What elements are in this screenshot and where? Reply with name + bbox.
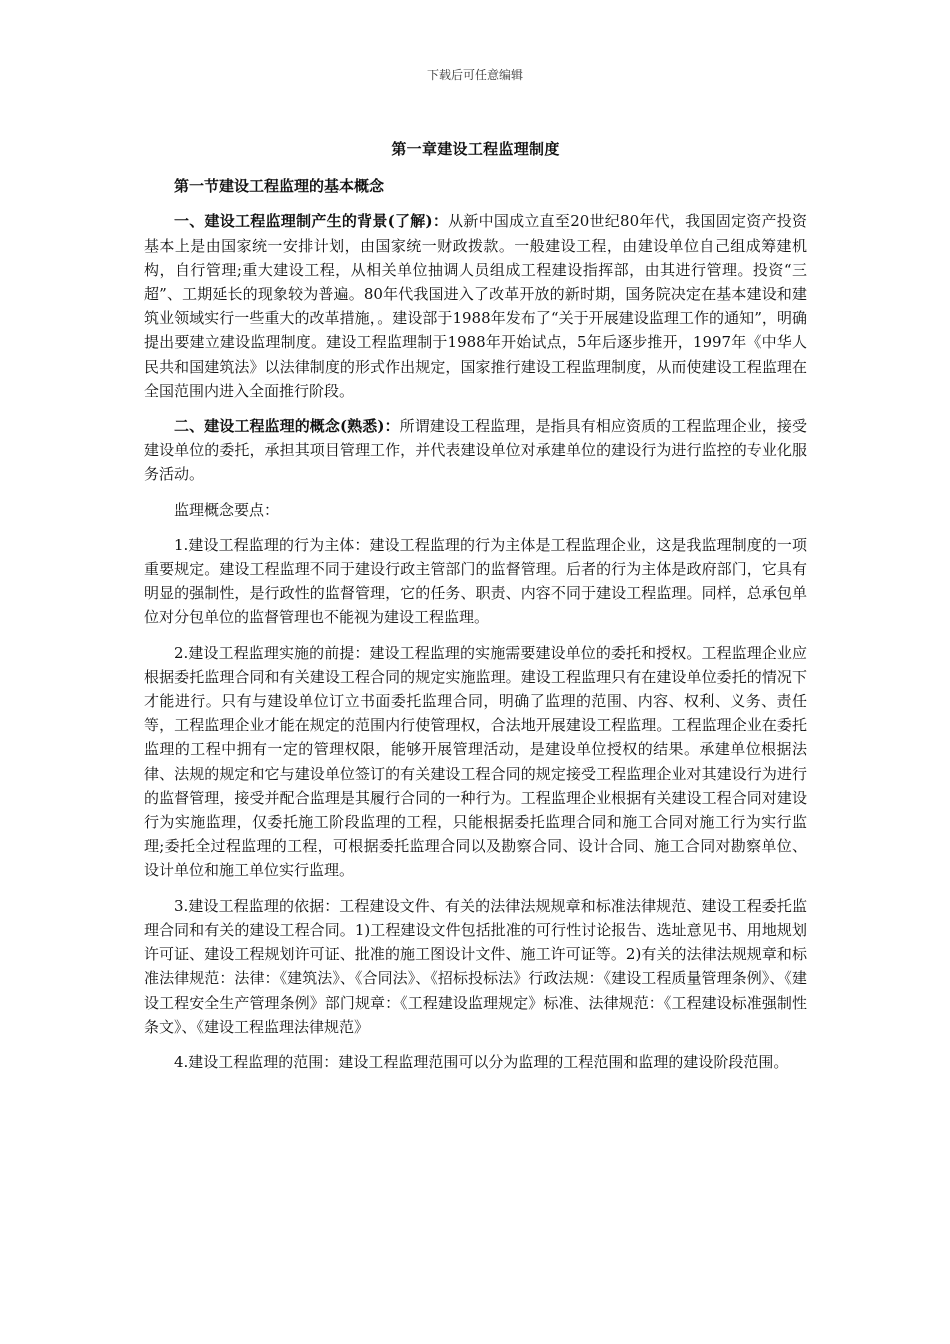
paragraph-point-3: 3.建设工程监理的依据：工程建设文件、有关的法律法规规章和标准法律规范、建设工程委托监理合同和有关的建设工程合同。1)工程建设文件包括批准的可行性讨论报告、选址意见书、用地规划许可证、建设工程规划许可证、批准的施工图设计文件、施工许可证等。2)有关的法律法规规章和标准法律规范：法律：《建筑法》、《合同法》、《招标投标法》行政法规：《建设工程质量管理条例》、《建设工程安全生产管理条例》部门规章：《工程建设监理规定》标准、法律规范：《工程建设标准强制性条文》、《建设工程监理法律规范》	[144, 896, 807, 1036]
chapter-title: 第一章建设工程监理制度	[391, 140, 560, 158]
paragraph-text: 所谓建设工程监理，是指具有相应资质的工程监理企业，接受建设单位的委托，承担其项目管理工作，并代表建设单位对承建单位的建设行为进行监控的专业化服务活动。	[144, 417, 807, 484]
paragraph-lead: 二、建设工程监理的概念(熟悉)：	[174, 417, 400, 436]
document-body	[144, 137, 807, 1085]
section-title: 第一节建设工程监理的基本概念	[174, 177, 385, 196]
paragraph-concept	[144, 414, 807, 487]
paragraph-lead: 一、建设工程监理制产生的背景(了解)：	[174, 212, 449, 231]
paragraph-point-1: 1.建设工程监理的行为主体：建设工程监理的行为主体是工程监理企业，这是我监理制度的一项重要规定。建设工程监理不同于建设行政主管部门的监督管理。后者的行为主体是政府部门，它具有明显的强制性，是行政性的监督管理，它的任务、职责、内容不同于建设工程监理。同样，总承包单位对分包单位的监督管理也不能视为建设工程监理。	[144, 535, 807, 627]
paragraph-text: 从新中国成立直至20世纪80年代，我国固定资产投资基本上是由国家统一安排计划，由国家统一财政拨款。一般建设工程，由建设单位自己组成筹建机构，自行管理;重大建设工程，从相关单位抽调人员组成工程建设指挥部，由其进行管理。投资“三超”、工期延长的现象较为普遍。80年代我国进入了改革开放的新时期，国务院决定在基本建设和建筑业领域实行一些重大的改革措施，。建设部于1988年发布了“关于开展建设监理工作的通知”，明确提出要建立建设监理制度。建设工程监理制于1988年开始试点，5年后逐步推开，1997年《中华人民共和国建筑法》以法律制度的形式作出规定，国家推行建设工程监理制度，从而使建设工程监理在全国范围内进入全面推行阶段。	[144, 212, 807, 400]
paragraph-point-4: 4.建设工程监理的范围：建设工程监理范围可以分为监理的工程范围和监理的建设阶段范围。	[174, 1052, 789, 1071]
paragraph-point-2: 2.建设工程监理实施的前提：建设工程监理的实施需要建设单位的委托和授权。工程监理企业应根据委托监理合同和有关建设工程合同的规定实施监理。建设工程监理只有在建设单位委托的情况下才能进行。只有与建设单位订立书面委托监理合同，明确了监理的范围、内容、权利、义务、责任等，工程监理企业才能在规定的范围内行使管理权，合法地开展建设工程监理。工程监理企业在委托监理的工程中拥有一定的管理权限，能够开展管理活动，是建设单位授权的结果。承建单位根据法律、法规的规定和它与建设单位签订的有关建设工程合同的规定接受工程监理企业对其建设行为进行的监督管理，接受并配合监理是其履行合同的一种行为。工程监理企业根据有关建设工程合同对建设行为实施监理，仅委托施工阶段监理的工程，只能根据委托监理合同和施工合同对施工行为实行监理;委托全过程监理的工程，可根据委托监理合同以及勘察合同、设计合同、施工合同对勘察单位、设计单位和施工单位实行监理。	[144, 643, 807, 880]
paragraph-background	[144, 209, 807, 403]
paragraph-key-points-heading: 监理概念要点：	[174, 500, 280, 519]
page-header: 下载后可任意编辑	[426, 68, 523, 82]
